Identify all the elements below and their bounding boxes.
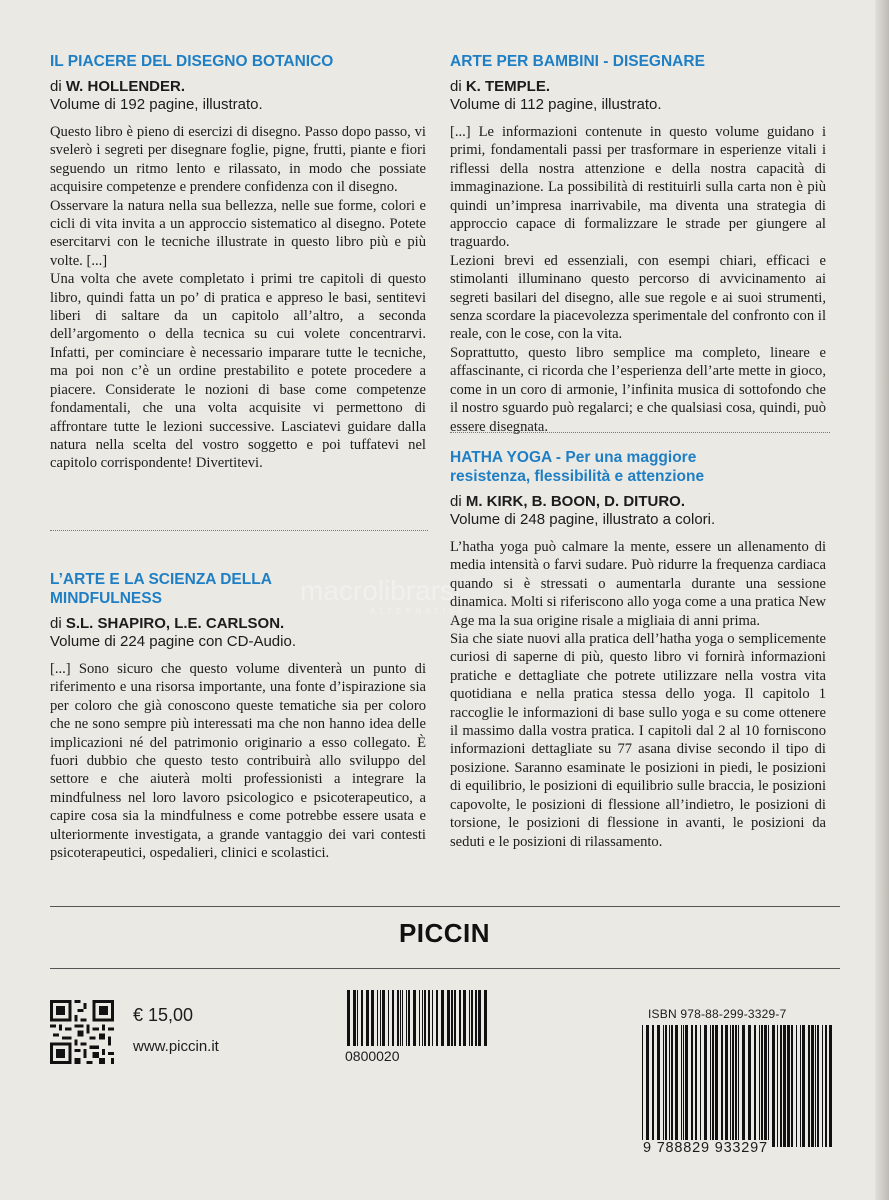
book-description [450,538,826,851]
price: € 15,00 [133,1005,194,1025]
footer-rule-bottom [50,968,840,969]
isbn-digits: 9 788829 933297 [643,1140,768,1156]
book-title: HATHA YOGA - Per una maggiore resistenza, flessibilità e attenzione [450,449,705,485]
book-botanical-drawing [50,52,426,473]
book-volume-info: Volume di 192 pagine, illustrato. [50,96,263,113]
paragraph: Osservare la natura nella sua bellezza, nelle sue forme, colori e cicli di vita invita a un approccio sistematico al disegno. Potete esercitarvi con le tecniche illustrate in questo libro più e più volte. [...] [50,197,426,269]
book-authors: di S.L. SHAPIRO, L.E. CARLSON. [50,615,285,632]
paragraph: Lezioni brevi ed essenziali, con esempi chiari, efficaci e stimolanti illuminano questo percorso di avvicinamento ai segreti basilari del disegno, alle sue regole e ai suoi strumenti, senza scordare la piacevolezza sperimentale del confronto con il reale, con le cose, con la vita. [450,252,826,343]
section-divider [50,530,428,531]
watermark: macrolibrarsi ALTERNATIVA [300,575,467,616]
publisher-logo: PICCIN [398,918,491,948]
isbn-label: ISBN 978-88-299-3329-7 [648,1007,787,1021]
website-link[interactable]: www.piccin.it [133,1038,219,1055]
page-edge [875,0,889,1200]
book-authors: di K. TEMPLE. [450,78,551,95]
section-divider [450,432,830,433]
book-title: L’ARTE E LA SCIENZA DELLA MINDFULNESS [50,571,272,607]
book-authors: di W. HOLLENDER. [50,78,186,95]
barcode-icon [345,990,490,1046]
book-volume-info: Volume di 112 pagine, illustrato. [450,96,662,113]
footer-rule-top [50,906,840,907]
paragraph: [...] Sono sicuro che questo volume diventerà un punto di riferimento e una risorsa importante, una fonte d’ispirazione sia per coloro che già conoscono queste tematiche sia per coloro che ne sono sempre più interessati ma che non hanno idea delle implicazioni né del patrimonio originario a esso collegato. È fuori dubbio che questo testo contribuirà allo sviluppo del settore e che aiuterà molti professionisti a integrare la mindfulness nel loro lavoro psicologico e psicoterapeutico, a capire cosa sia la mindfulness e come potrebbe essere usata e ulteriormente investigata, a grande vantaggio dei vari contesti psicoterapeutici, ospedalieri, clinici e scolastici. [50,661,426,862]
book-description [50,660,426,862]
paragraph: Soprattutto, questo libro semplice ma completo, lineare e affascinante, ci ricorda che l’esperienza dell’arte mette in gioco, come in un coro di armonie, l’infinita musica di sottofondo che il nostro sguardo può regalarci; e che qualsiasi cosa, quindi, può essere disegnata. [450,344,826,435]
book-title: ARTE PER BAMBINI - DISEGNARE [450,53,705,70]
book-title: IL PIACERE DEL DISEGNO BOTANICO [50,53,334,70]
book-hatha-yoga [450,448,826,851]
book-volume-info: Volume di 224 pagine con CD-Audio. [50,633,296,650]
book-volume-info: Volume di 248 pagine, illustrato a colori. [450,511,716,528]
book-authors: di M. KIRK, B. BOON, D. DITURO. [450,493,686,510]
isbn-barcode-icon [640,1025,836,1147]
paragraph: L’hatha yoga può calmare la mente, essere un allenamento di media intensità o farvi sudare. Può ridurre la frequenza cardiaca quando si è stressati o aumentarla durante una sessione dinamica. Molti si riferiscono allo yoga come a una pratica New Age ma la sua origine risale a migliaia di anni prima. [450,539,826,629]
paragraph: Questo libro è pieno di esercizi di disegno. Passo dopo passo, vi svelerò i segreti per disegnare foglie, pigne, frutti, piante e fiori seguendo un ritmo lento e rilassato, in modo che possiate acquisire competenze e prendere confidenza con il disegno. [50,124,426,196]
qr-code-icon [50,1000,114,1064]
book-description [450,123,826,436]
book-description [50,123,426,473]
internal-code: 0800020 [345,1048,400,1064]
paragraph: Sia che siate nuovi alla pratica dell’hatha yoga o semplicemente curiosi di saperne di più, questo libro vi fornirà informazioni pratiche e dettagliate che potrete utilizzare nella vostra vita quotidiana e nella pratica stessa dello yoga. Il capitolo 1 raccoglie le informazioni di base sullo yoga e su come ottenere il massimo dalla vostra pratica. I capitoli dal 2 al 10 forniscono informazioni dettagliate su 77 asana divise secondo il tipo di posizione. Saranno esaminate le posizioni in piedi, le posizioni di equilibrio, le posizioni di equilibrio sulle braccia, le posizioni capovolte, le posizioni di flessione all’indietro, le posizioni di torsione, le posizioni di flessione in avanti, le posizioni da seduti e le posizioni di rilassamento. [450,631,826,850]
paragraph: [...] Le informazioni contenute in questo volume guidano i primi, fondamentali passi per trasformare in esperienze vitali i riflessi della nostra attenzione e della nostra capacità di immaginazione. La possibilità di restituirli sulla carta non è più quindi un’impresa inarrivabile, ma diventa una strategia di approccio capace di formalizzare le strade per giungere al traguardo. [450,124,826,251]
book-art-for-children [450,52,826,436]
right-column [450,52,826,850]
paragraph: Una volta che avete completato i primi tre capitoli di questo libro, quindi fatta un po’ di pratica e appreso le basi, sentitevi liberi di saltare da un capitolo all’altro, a seconda dell’argomento o della tecnica su cui volete concentrarvi. Infatti, per cominciare è necessario imparare tutte le tecniche, ma poi non c’è un ordine prestabilito e potete procedere a piacere. Considerate le nozioni di base come competenze fondamentali, che una volta acquisite vi permettono di affrontare tutte le lezioni successive. Lasciatevi guidare dalla natura nella scelta del vostro soggetto e poi tuffatevi nel capitolo corrispondente! Divertitevi. [50,271,426,472]
